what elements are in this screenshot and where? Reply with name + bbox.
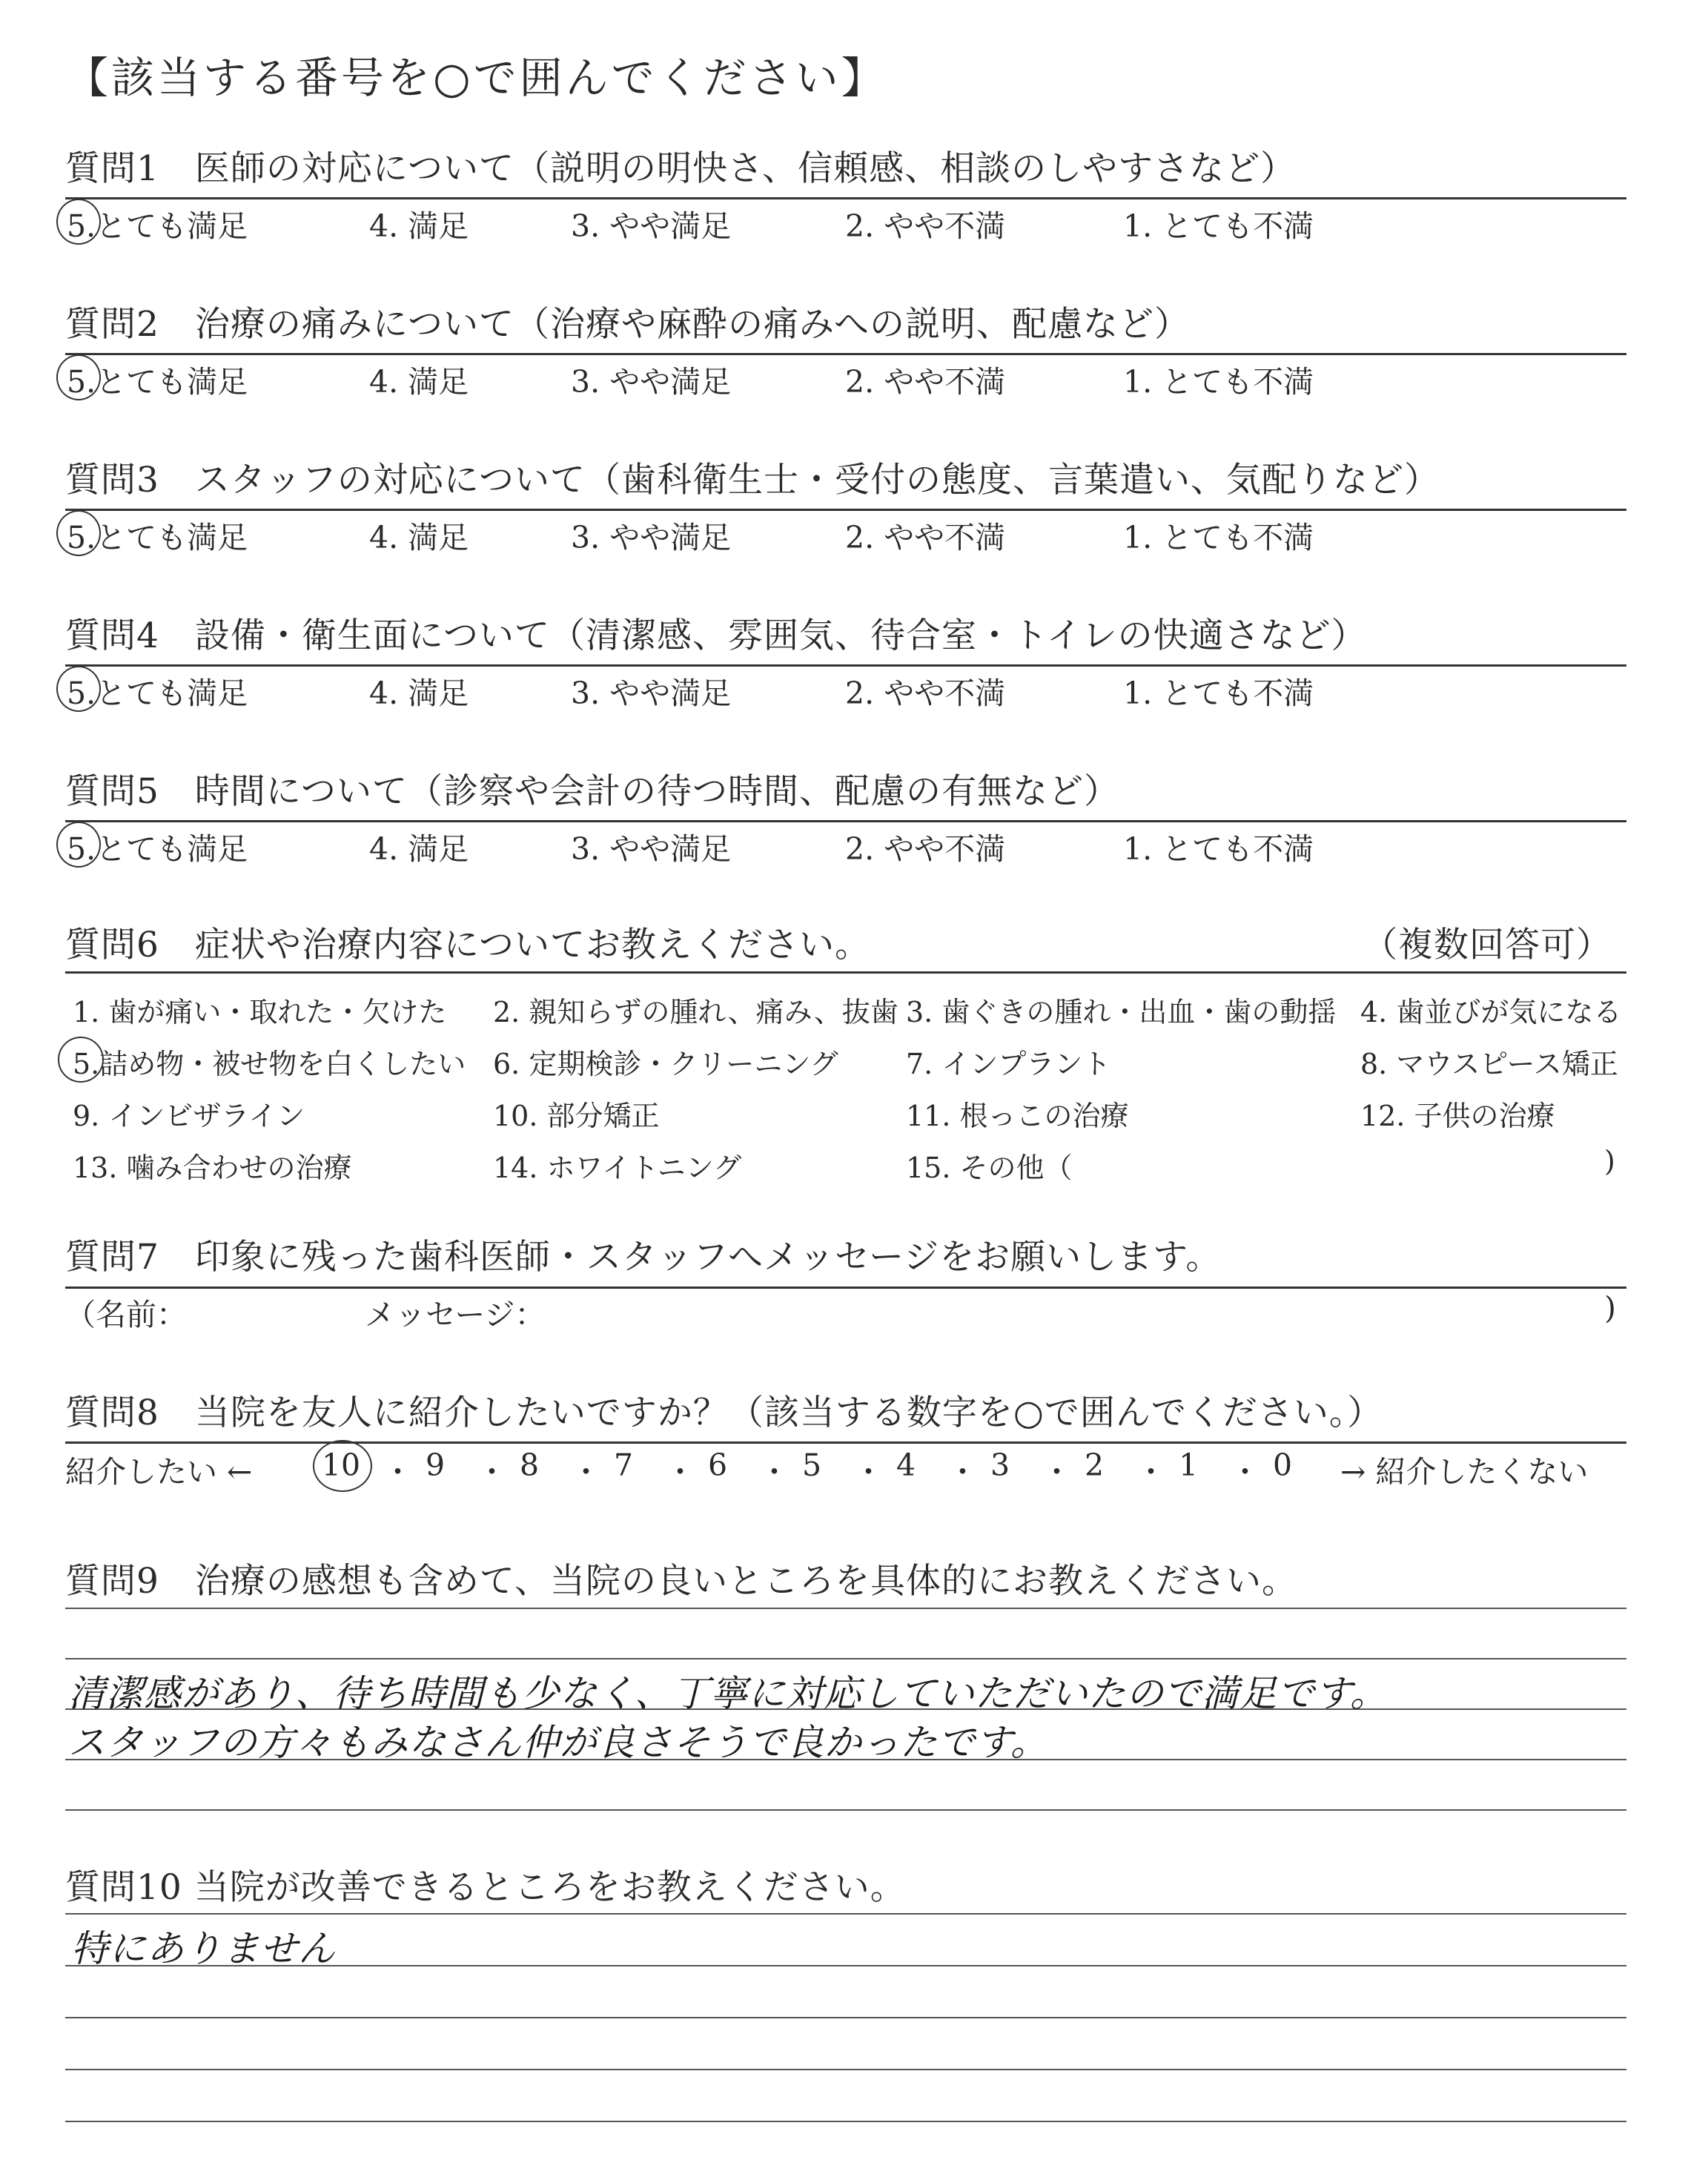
q3-option-3[interactable]: 3. やや満足 [571,520,732,555]
q6-option-9[interactable]: 9. インビザライン [73,1100,305,1132]
q8-selection-circle [313,1440,372,1492]
q8-scale-9[interactable]: 9 [425,1447,446,1483]
q9-handwritten-answer-2: スタッフの方々もみなさん仲が良さそうで良かったです。 [68,1721,1048,1764]
q6-option-7[interactable]: 7. インプラント [906,1048,1111,1080]
q8-scale-separator: ・ [477,1454,507,1490]
q7-name-label: （名前： [65,1297,187,1332]
q8-left-label: 紹介したい ← [65,1454,253,1490]
q2-option-4[interactable]: 4. 満足 [369,364,469,400]
q1-option-1[interactable]: 1. とても不満 [1123,208,1314,244]
q4-option-3[interactable]: 3. やや満足 [571,676,732,711]
q2-rule [65,353,1626,355]
q5-selection-circle [56,822,101,868]
q10-line-3 [65,2017,1626,2018]
q8-scale-separator: ・ [853,1454,884,1490]
q3-option-2[interactable]: 2. やや不満 [845,520,1006,555]
q10-line-5 [65,2121,1626,2122]
q9-line-1 [65,1608,1626,1609]
q8-scale-1[interactable]: 1 [1178,1447,1199,1483]
q7-rule [65,1287,1626,1289]
q6-option-12[interactable]: 12. 子供の治療 [1360,1100,1555,1132]
q8-scale-separator: ・ [1230,1454,1260,1490]
q7-title: 質問7 印象に残った歯科医師・スタッフへメッセージをお願いします。 [65,1237,1222,1278]
q5-title: 質問5 時間について（診察や会計の待つ時間、配慮の有無など） [65,771,1119,812]
q1-rule [65,197,1626,199]
q6-option-13[interactable]: 13. 噛み合わせの治療 [73,1152,352,1184]
q4-option-4[interactable]: 4. 満足 [369,676,469,711]
q3-title: 質問3 スタッフの対応について（歯科衛生士・受付の態度、言葉遣い、気配りなど） [65,460,1440,501]
q5-option-2[interactable]: 2. やや不満 [845,831,1006,867]
q5-option-4[interactable]: 4. 満足 [369,831,469,867]
q4-option-1[interactable]: 1. とても不満 [1123,676,1314,711]
q9-handwritten-answer-1: 清潔感があり、待ち時間も少なく、丁寧に対応していただいたので満足です。 [68,1672,1388,1715]
q7-message-label: メッセージ： [365,1297,546,1332]
q4-rule [65,664,1626,667]
q6-option-14[interactable]: 14. ホワイトニング [493,1152,742,1184]
q8-scale-separator: ・ [571,1454,601,1490]
q4-option-2[interactable]: 2. やや不満 [845,676,1006,711]
q4-selection-circle [56,666,101,712]
q6-option-3[interactable]: 3. 歯ぐきの腫れ・出血・歯の動揺 [906,996,1337,1028]
q1-option-3[interactable]: 3. やや満足 [571,208,732,244]
q6-option-2[interactable]: 2. 親知らずの腫れ、痛み、抜歯 [493,996,898,1028]
q5-rule [65,820,1626,822]
q9-line-5 [65,1809,1626,1811]
q1-option-5[interactable]: 5.とても満足 [67,208,248,244]
q5-option-1[interactable]: 1. とても不満 [1123,831,1314,867]
q1-selection-circle [56,199,101,245]
q4-option-5[interactable]: 5.とても満足 [67,676,248,711]
q6-other-close-paren: ) [1604,1145,1615,1178]
q8-scale-4[interactable]: 4 [896,1447,916,1483]
q6-rule [65,971,1626,974]
q8-right-label: → 紹介したくない [1340,1454,1589,1490]
q6-option-8[interactable]: 8. マウスピース矯正 [1360,1048,1618,1080]
q4-title: 質問4 設備・衛生面について（清潔感、雰囲気、待合室・トイレの快適さなど） [65,615,1367,656]
q8-scale-separator: ・ [665,1454,695,1490]
q8-scale-separator: ・ [947,1454,978,1490]
q3-option-5[interactable]: 5.とても満足 [67,520,248,555]
q3-option-1[interactable]: 1. とても不満 [1123,520,1314,555]
q3-option-4[interactable]: 4. 満足 [369,520,469,555]
q8-scale-separator: ・ [1136,1454,1166,1490]
q8-scale-10[interactable]: 10 [321,1447,361,1483]
q2-option-3[interactable]: 3. やや満足 [571,364,732,400]
q10-line-4 [65,2069,1626,2070]
q1-title: 質問1 医師の対応について（説明の明快さ、信頼感、相談のしやすさなど） [65,148,1297,189]
q6-option-11[interactable]: 11. 根っこの治療 [906,1100,1129,1132]
q8-title: 質問8 当院を友人に紹介したいですか？（該当する数字を○で囲んでください。） [65,1393,1383,1433]
q2-option-5[interactable]: 5.とても満足 [67,364,248,400]
q7-close-paren: ) [1604,1290,1616,1326]
q8-scale-3[interactable]: 3 [990,1447,1010,1483]
q8-scale-separator: ・ [759,1454,790,1490]
q10-line-1 [65,1913,1626,1915]
q3-rule [65,509,1626,511]
q8-scale-0[interactable]: 0 [1272,1447,1293,1483]
q6-option-15[interactable]: 15. その他（ [906,1152,1073,1184]
q8-scale-separator: ・ [1042,1454,1072,1490]
q2-title: 質問2 治療の痛みについて（治療や麻酔の痛みへの説明、配慮など） [65,304,1191,345]
q8-scale-6[interactable]: 6 [707,1447,728,1483]
q8-scale-separator: ・ [383,1454,413,1490]
q9-title: 質問9 治療の感想も含めて、当院の良いところを具体的にお教えください。 [65,1561,1297,1602]
q6-option-1[interactable]: 1. 歯が痛い・取れた・欠けた [73,996,447,1028]
q10-handwritten-answer: 特にありません [71,1927,336,1970]
q6-title: 質問6 症状や治療内容についてお教えください。 [65,925,870,965]
q5-option-5[interactable]: 5.とても満足 [67,831,248,867]
q5-option-3[interactable]: 3. やや満足 [571,831,732,867]
page-heading: 【該当する番号を○で囲んでください】 [65,53,887,103]
q6-option-10[interactable]: 10. 部分矯正 [493,1100,660,1132]
q8-scale-8[interactable]: 8 [519,1447,540,1483]
q2-selection-circle [56,354,101,400]
q2-option-1[interactable]: 1. とても不満 [1123,364,1314,400]
q8-scale-2[interactable]: 2 [1084,1447,1105,1483]
q6-selection-circle-5 [58,1037,104,1083]
q9-line-2 [65,1658,1626,1659]
q1-option-4[interactable]: 4. 満足 [369,208,469,244]
q8-scale-5[interactable]: 5 [801,1447,822,1483]
q2-option-2[interactable]: 2. やや不満 [845,364,1006,400]
q10-title: 質問10 当院が改善できるところをお教えください。 [65,1867,906,1908]
q6-option-6[interactable]: 6. 定期検診・クリーニング [493,1048,838,1080]
q8-scale-7[interactable]: 7 [613,1447,634,1483]
q6-option-4[interactable]: 4. 歯並びが気になる [1360,996,1622,1028]
q8-rule [65,1441,1626,1444]
q1-option-2[interactable]: 2. やや不満 [845,208,1006,244]
q3-selection-circle [56,510,101,556]
q6-option-5[interactable]: 5.詰め物・被せ物を白くしたい [73,1048,466,1080]
q6-note: （複数回答可） [1363,925,1612,965]
